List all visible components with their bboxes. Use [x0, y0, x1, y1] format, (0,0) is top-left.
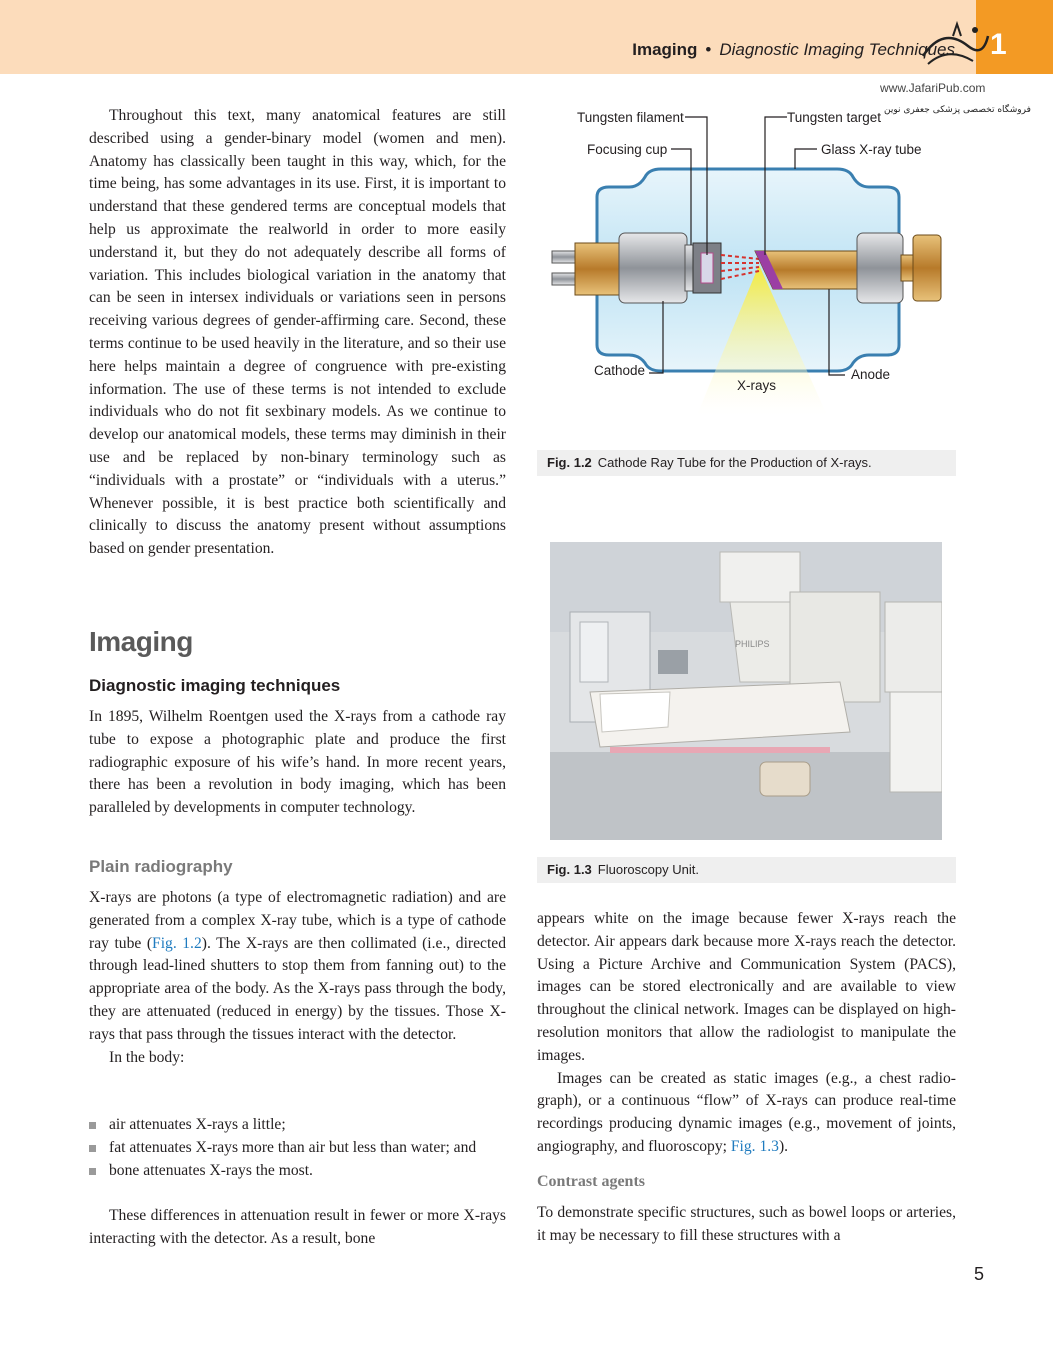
bullet-square-icon — [89, 1145, 96, 1152]
caption-label: Fig. 1.2 — [547, 455, 592, 470]
caption-label: Fig. 1.3 — [547, 862, 592, 877]
fluoroscopy-unit-photo — [550, 542, 942, 840]
in-body-line: In the body: — [109, 1048, 185, 1066]
list-item — [89, 1137, 509, 1160]
left-column-differences — [89, 1205, 506, 1251]
caption-text: Cathode Ray Tube for the Production of X-rays. — [597, 455, 872, 470]
subheading-contrast-agents: Contrast agents — [537, 1173, 645, 1190]
watermark-persian-text: فروشگاه تخصصی پزشکی جعفری نوین — [884, 105, 1031, 115]
plain-radiography-paragraph — [89, 887, 506, 1047]
attenuation-list — [89, 1114, 509, 1182]
label-cathode: Cathode — [594, 363, 646, 378]
page-number: 5 — [974, 1264, 985, 1284]
plain-text-b: ). The X-rays are then collimated (i.e., directed through lead-lined shutters to stop them from fanning out) to the appropriate area of the body. As the X-rays pass through the body, they are attenuated (reduced in energy) by the tissues. Those X-rays that pass through the tissues interact with the detector. — [89, 934, 507, 1043]
list-item — [89, 1114, 509, 1137]
watermark-url: www.JafariPub.com — [880, 81, 986, 95]
list-item-text: bone attenuates X-rays the most. — [109, 1161, 313, 1179]
tungsten-filament — [701, 253, 713, 283]
right-column-text — [537, 908, 956, 1159]
bullet-square-icon — [89, 1168, 96, 1175]
left-column-plain — [89, 887, 506, 1069]
running-header-section: Imaging — [632, 40, 698, 59]
left-column-diagnostic — [89, 706, 506, 820]
subheading-plain-radiography: Plain radiography — [89, 857, 233, 876]
running-header-subsection: Diagnostic Imaging Techniques — [719, 40, 955, 59]
fig-1-2-link[interactable]: Fig. 1.2 — [152, 934, 202, 952]
right-p2-text-a: Images can be created as static images (e.g., a chest radiograph), or a continuous “flow” of X-rays can produce real-time recordings producing dynamic images (e.g., movement of joints, angiography, and fluoroscopy; — [537, 1069, 956, 1155]
right-paragraph-1: appears white on the image because fewer X-rays reach the detector. Air appears dark because more X-rays reach the detector. Using a Picture Archive and Communication System (PACS), images can be stored electronically and are available to view throughout the clinical network. Images can be displayed on high-resolution monitors that allow the radiologist to manipulate the images. — [537, 910, 956, 1064]
right-p2-text-b: ). — [778, 1137, 789, 1155]
left-column-intro — [89, 105, 506, 561]
chapter-number-tab: 1 — [976, 0, 1053, 74]
xray-tube-diagram — [537, 105, 956, 445]
caption-text: Fluoroscopy Unit. — [597, 862, 699, 877]
label-xrays: X-rays — [737, 378, 777, 393]
figure-1-3-caption — [537, 857, 956, 883]
bullet-square-icon — [89, 1122, 96, 1129]
label-tungsten-target: Tungsten target — [787, 110, 882, 125]
running-header-bullet: • — [705, 40, 712, 59]
label-anode: Anode — [851, 367, 891, 382]
running-header-band — [0, 0, 1053, 74]
figure-1-2-caption — [537, 450, 956, 476]
fig-1-3-link[interactable]: Fig. 1.3 — [730, 1137, 779, 1155]
contrast-paragraph: To demonstrate specific structures, such as bowel loops or arteries, it may be necessary to fill these structures with a — [537, 1204, 956, 1244]
anode-cap — [913, 235, 941, 301]
label-focusing-cup: Focusing cup — [587, 142, 668, 157]
diagnostic-paragraph: In 1895, Wilhelm Roentgen used the X-rays from a cathode ray tube to expose a photographic plate and produce the first radiographic exposure of his wife’s hand. In more recent years, there has been a revolution in body imaging, which has been paralleled by developments in computer technology. — [89, 708, 506, 817]
publisher-logo-icon — [913, 16, 993, 76]
anode-block — [857, 233, 903, 303]
running-header — [632, 40, 955, 60]
cathode-base — [575, 243, 621, 295]
right-column-contrast — [537, 1202, 956, 1248]
differences-paragraph: These differences in attenuation result in fewer or more X-rays interacting with the detector. As a result, bone — [89, 1207, 506, 1247]
section-heading-imaging: Imaging — [89, 626, 193, 657]
right-paragraph-2 — [537, 1068, 956, 1159]
list-item — [89, 1160, 509, 1183]
subheading-diagnostic-imaging: Diagnostic imaging techniques — [89, 676, 341, 695]
list-item-text: fat attenuates X-rays more than air but less than water; and — [109, 1138, 477, 1156]
photo-brand-label: PHILIPS — [735, 639, 770, 649]
plain-text-a: X-rays are photons (a type of electromagnetic radiation) and are generated from a complex X-ray tube, which is a type of cathode ray tube ( — [89, 889, 506, 952]
label-glass-xray-tube: Glass X-ray tube — [821, 142, 922, 157]
label-tungsten-filament: Tungsten filament — [577, 110, 684, 125]
intro-paragraph: Throughout this text, many anatomical features are still described using a gender-binary model (women and men). Anatomy has classically been taught in this way, which, for the time being, has some advantages in its use. First, it is important to understand that these gendered terms are conceptual models that help us approximate the realworld in order to more easily understand it, but they do not adequately describe all forms of variation. This includes biological variation in the anatomy that can be seen in intersex individuals or variations seen in persons receiving various degrees of gender-affirming care. Second, these terms continue to be used heavily in the literature, and so their use here helps maintain a degree of congruence with pre-existing information. The use of these terms is not intended to exclude individuals who do not fit sexbinary models. As we continue to develop our anatomical models, these terms may diminish in their use and be replaced by non-binary terminology such as “individuals with a prostate” or “individuals with a uterus.” Whenever possible, it is best practice both scientifically and clinically to discuss the anatomy present without assumptions based on gender presentation. — [89, 107, 506, 558]
list-item-text: air attenuates X-rays a little; — [109, 1116, 286, 1133]
cathode-block — [619, 233, 687, 303]
